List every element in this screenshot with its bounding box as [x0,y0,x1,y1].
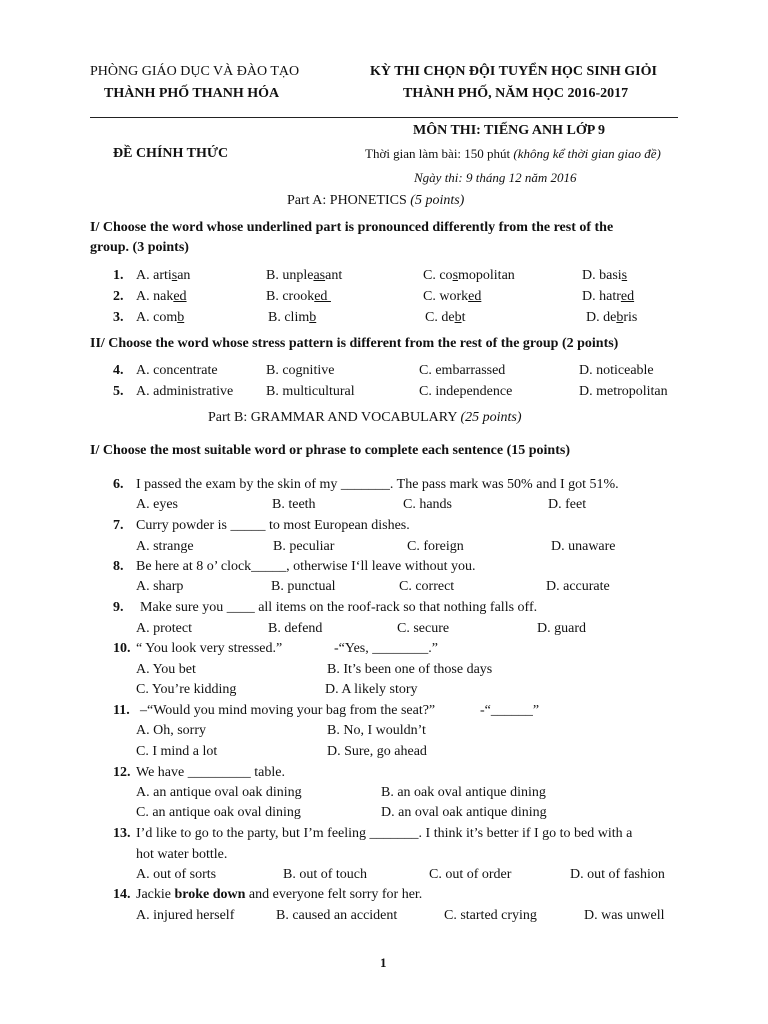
part-a-section-1-cont: group. (3 points) [90,240,189,255]
option-c: C. embarrassed [419,363,506,378]
option-d: D. Sure, go ahead [327,744,427,759]
option-a: A. strange [136,539,194,554]
question-number: 12. [113,765,131,780]
option-a: A. concentrate [136,363,218,378]
option-c: C. an antique oak oval dining [136,805,301,820]
question-reply: -“______” [480,703,540,718]
option-c: C. out of order [429,867,512,882]
option-b: B. multicultural [266,384,355,399]
option-b: B. crooked [266,289,331,304]
exam-subject: MÔN THI: TIẾNG ANH LỚP 9 [413,123,606,138]
question-number: 4. [113,363,124,378]
question-text: We have _________ table. [136,765,285,780]
option-a: A. Oh, sorry [136,723,206,738]
option-b: B. climb [268,310,317,325]
option-a: A. You bet [136,662,196,677]
option-a: A. administrative [136,384,234,399]
option-b: B. unpleasant [266,268,343,283]
option-b: B. caused an accident [276,908,398,923]
option-d: D. noticeable [579,363,654,378]
part-a-section-2: II/ Choose the word whose stress pattern is different from the rest of the group (2 points) [90,336,619,351]
part-a-section-1: I/ Choose the word whose underlined part is pronounced differently from the rest of the [90,220,614,235]
option-a: A. comb [136,310,185,325]
question-number: 6. [113,477,124,492]
question-text: –“Would you mind moving your bag from the seat?” [140,703,436,718]
question-number: 10. [113,641,131,656]
question-text: I’d like to go to the party, but I’m feeling _______. I think it’s better if I go to bed with a [136,826,633,841]
option-c: C. started crying [444,908,537,923]
exam-time: Thời gian làm bài: 150 phút (không kể thời gian giao đề) [365,146,661,161]
option-b: B. defend [268,621,323,636]
option-b: B. It’s been one of those days [327,662,493,677]
question-text: “ You look very stressed.” [136,641,283,656]
official-label: ĐỀ CHÍNH THỨC [113,146,229,161]
option-a: A. sharp [136,579,184,594]
option-c: C. cosmopolitan [423,268,515,283]
page-number: 1 [380,955,387,970]
option-a: A. eyes [136,497,178,512]
option-d: D. debris [586,310,638,325]
option-b: B. teeth [272,497,316,512]
exam-year: THÀNH PHỐ, NĂM HỌC 2016-2017 [403,86,629,101]
option-c: C. correct [399,579,455,594]
option-d: D. out of fashion [570,867,665,882]
exam-date: Ngày thi: 9 tháng 12 năm 2016 [414,170,577,185]
question-number: 5. [113,384,124,399]
question-number: 7. [113,518,124,533]
option-d: D. feet [548,497,587,512]
option-d: D. A likely story [325,682,418,697]
option-d: D. metropolitan [579,384,668,399]
question-text-cont: hot water bottle. [136,847,228,862]
question-number: 13. [113,826,131,841]
option-b: B. cognitive [266,363,335,378]
header-divider [90,117,678,118]
option-a: A. naked [136,289,187,304]
question-text: I passed the exam by the skin of my _______. The pass mark was 50% and I got 51%. [136,477,619,492]
part-b-section-1: I/ Choose the most suitable word or phrase to complete each sentence (15 points) [90,443,570,458]
dept-name: PHÒNG GIÁO DỤC VÀ ĐÀO TẠO [90,64,300,79]
option-c: C. I mind a lot [136,744,218,759]
city-name: THÀNH PHỐ THANH HÓA [104,86,280,101]
question-text: Curry powder is _____ to most European dishes. [136,518,410,533]
question-text: Make sure you ____ all items on the roof-rack so that nothing falls off. [140,600,538,615]
option-b: B. No, I wouldn’t [327,723,426,738]
option-c: C. hands [403,497,452,512]
option-d: D. unaware [551,539,616,554]
option-d: D. accurate [546,579,610,594]
question-number: 3. [113,310,124,325]
option-a: A. an antique oval oak dining [136,785,302,800]
option-d: D. was unwell [584,908,665,923]
option-c: C. debt [425,310,466,325]
question-number: 14. [113,887,131,902]
option-d: D. an oval oak antique dining [381,805,547,820]
question-number: 11. [113,703,130,718]
question-text: Be here at 8 o’ clock_____, otherwise I‘ll leave without you. [136,559,476,574]
option-c: C. worked [423,289,482,304]
option-b: B. punctual [271,579,336,594]
question-number: 9. [113,600,124,615]
part-b-title: Part B: GRAMMAR AND VOCABULARY (25 points) [208,410,522,425]
question-text: Jackie broke down and everyone felt sorry for her. [136,887,423,902]
option-c: C. foreign [407,539,464,554]
question-number: 2. [113,289,124,304]
option-d: D. basis [582,268,628,283]
option-b: B. out of touch [283,867,367,882]
option-c: C. secure [397,621,450,636]
option-a: A. protect [136,621,192,636]
part-a-title: Part A: PHONETICS (5 points) [287,193,465,208]
option-b: B. peculiar [273,539,335,554]
question-number: 1. [113,268,124,283]
option-a: A. artisan [136,268,191,283]
option-c: C. independence [419,384,513,399]
exam-title: KỲ THI CHỌN ĐỘI TUYỂN HỌC SINH GIỎI [370,64,657,79]
option-b: B. an oak oval antique dining [381,785,546,800]
question-number: 8. [113,559,124,574]
option-d: D. guard [537,621,586,636]
question-reply: -“Yes, ________.” [334,641,438,656]
option-a: A. out of sorts [136,867,217,882]
option-c: C. You’re kidding [136,682,237,697]
option-d: D. hatred [582,289,635,304]
option-a: A. injured herself [136,908,235,923]
